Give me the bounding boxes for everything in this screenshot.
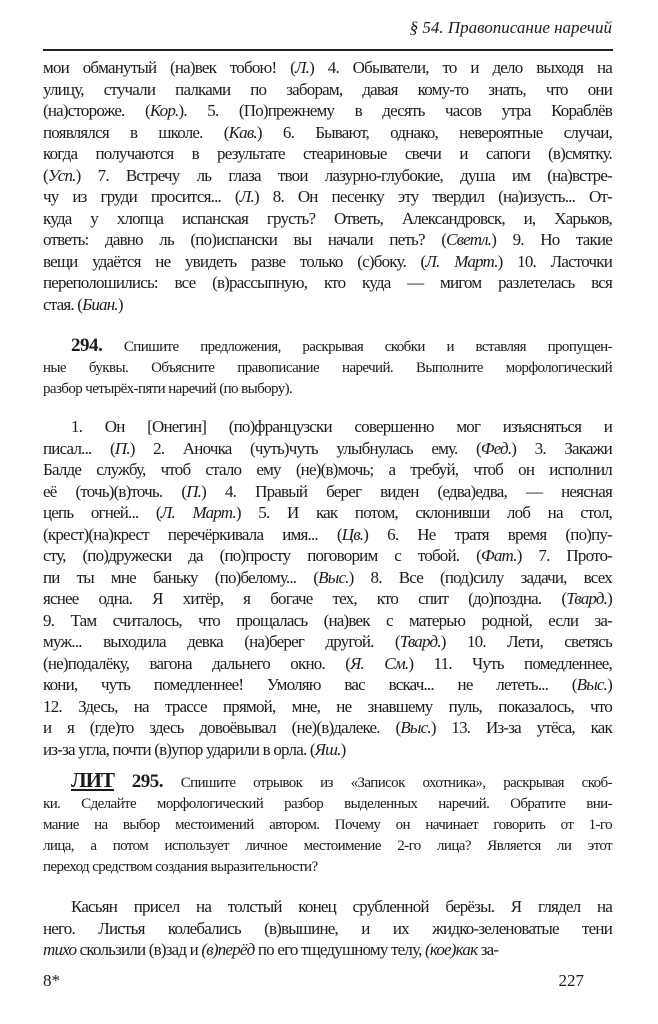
exercise-number: 294.: [71, 335, 103, 356]
exercise-number: 295.: [131, 771, 163, 792]
text-segment: ) 8. Все (под)силу задачи, всех: [348, 567, 612, 587]
signature-mark: 8*: [43, 970, 60, 990]
text-segment: 1. Он [Онегин] (по)французски совершенно мог изъясняться и: [71, 417, 612, 436]
text-segment: ) 3. Закажи: [511, 438, 612, 458]
text-line: [43, 674, 612, 696]
text-segment: стая. (: [43, 294, 83, 314]
text-segment: появлялся в школе. (: [43, 122, 229, 142]
text-segment: её (точь)(в)точь. (: [43, 481, 187, 501]
text-segment: ) 4. Правый берег виден (едва)едва, — неясная: [201, 481, 612, 501]
text-segment: (: [43, 165, 48, 185]
text-line: [43, 481, 612, 503]
text-line: [43, 502, 612, 524]
source-abbreviation: П.: [114, 438, 130, 458]
paragraph-continuation: [43, 57, 612, 315]
source-abbreviation: Л.: [294, 58, 310, 77]
source-abbreviation: Твард.: [566, 589, 608, 608]
text-line: [43, 794, 612, 815]
text-segment: муж... выходила девка (на)берег другой. (: [43, 632, 400, 651]
source-abbreviation: Фат.: [480, 546, 517, 565]
text-segment: когда получаются в результате стеариновые свечи и сапоги (в)смятку.: [43, 144, 612, 163]
text-segment: лица, а потом использует личное местоимение 2-го лица? Является ли этот: [43, 838, 612, 854]
text-line: [43, 815, 612, 836]
text-segment: разбор четырёх-пяти наречий (по выбору).: [43, 381, 293, 397]
text-segment: (крест)(на)крест перечёркивала имя... (: [43, 524, 342, 544]
text-segment: улицу, стучали палками по заборам, давая кому-то знать, что они: [43, 79, 612, 99]
text-segment: вещи удаётся не увидеть разве только (с)боку. (: [43, 251, 426, 271]
text-segment: ные буквы. Объясните правописание наречий. Выполните морфологический: [43, 360, 612, 376]
text-line: [43, 588, 612, 610]
text-segment: ) 7. Прото-: [516, 546, 613, 565]
page-number: 227: [558, 970, 584, 990]
exercise-295-task: [43, 770, 612, 878]
text-segment: из-за угла, почти (в)упор ударили в орла. (: [43, 739, 315, 759]
text-segment: ). 5. (По)прежнему в десять часов утра Кораблёв: [178, 101, 612, 120]
text-line: [43, 79, 612, 101]
text-line: [43, 379, 612, 400]
text-line: [43, 438, 612, 460]
text-line: [43, 918, 612, 940]
text-segment: ) 8. Он песенку эту твердил (на)изусть... От-: [253, 187, 612, 206]
source-abbreviation: Л.: [239, 187, 254, 206]
text-line: [43, 251, 612, 273]
text-segment: него. Листья колебались (в)вышине, и их жидко-зеленоватые тени: [43, 918, 612, 938]
text-segment: скользили (в)зад и: [76, 940, 202, 959]
running-header: § 54. Правописание наречий: [409, 18, 612, 37]
text-line: [43, 610, 612, 632]
text-segment: кони, чуть помедленнее! Умоляю вас вскач... не лететь... (: [43, 675, 577, 694]
text-segment: ) 10. Ласточки: [497, 251, 612, 271]
text-segment: ) 10. Лети, светясь: [440, 632, 612, 651]
source-abbreviation: Фед.: [480, 438, 512, 458]
page-footer: [43, 971, 612, 991]
text-segment: 9. Там считалось, что прощалась (на)век с матерью родной, если за-: [43, 610, 612, 630]
text-segment: яснее одна. Я хитёр, я богаче тех, кто спит (до)поздна. (: [43, 589, 567, 608]
text-segment: ): [607, 589, 612, 608]
text-line: [43, 416, 612, 438]
text-segment: за-: [477, 940, 499, 959]
text-line: [43, 57, 612, 79]
text-line: [43, 459, 612, 481]
text-line: [43, 567, 612, 589]
text-segment: Спишите предложения, раскрывая скобки и вставляя пропущен-: [102, 339, 612, 355]
source-abbreviation: (в)перёд: [201, 940, 255, 959]
text-segment: ответь: давно ль (по)испански вы начали петь? (: [43, 230, 447, 249]
text-line: [43, 717, 612, 739]
text-segment: ): [607, 675, 612, 694]
source-abbreviation: Выс.: [400, 718, 431, 737]
text-line: [43, 524, 612, 546]
source-abbreviation: Л. Март.: [425, 251, 498, 271]
text-line: [43, 857, 612, 878]
source-abbreviation: Л. Март.: [160, 503, 236, 522]
text-segment: (на)стороже. (: [43, 101, 150, 120]
text-segment: по его тщедушному телу,: [254, 940, 425, 959]
text-segment: переход средством создания выразительности?: [43, 859, 318, 875]
text-line: [43, 186, 612, 208]
text-segment: переполошились: все (в)рассыпную, кто куда — мигом разлетелась вся: [43, 273, 612, 292]
source-abbreviation: Кор.: [149, 101, 179, 120]
text-line: [43, 696, 612, 718]
exercise-294-task: [43, 335, 612, 400]
text-segment: сту, (по)дружески да (по)просту поговорим с тобой. (: [43, 546, 481, 565]
text-line: [43, 294, 612, 316]
text-segment: Спишите отрывок из «Записок охотника», раскрывая скоб-: [163, 775, 612, 791]
text-segment: (не)подалёку, вагона дальнего окно. (: [43, 653, 351, 673]
text-line: [43, 100, 612, 122]
source-abbreviation: Светл.: [446, 230, 492, 249]
text-line: [43, 358, 612, 379]
source-abbreviation: (кое)как: [424, 940, 478, 959]
text-segment: [114, 775, 132, 791]
text-segment: мои обманутый (на)век тобою! (: [43, 58, 295, 77]
exercise-294-text: [43, 416, 612, 760]
text-segment: 12. Здесь, на трассе прямой, мне, не знавшему пуль, показалось, что: [43, 696, 612, 716]
text-segment: ) 4. Обыватели, то и дело выходя на: [309, 58, 612, 77]
source-abbreviation: П.: [186, 481, 202, 501]
source-abbreviation: Яш.: [314, 739, 341, 759]
text-line: [43, 122, 612, 144]
text-line: [43, 836, 612, 857]
text-line: [43, 631, 612, 653]
text-segment: пи ты мне баньку (по)белому... (: [43, 567, 319, 587]
lit-marker: ЛИТ: [71, 768, 114, 792]
text-segment: ): [340, 739, 346, 759]
text-line: [43, 939, 612, 961]
source-abbreviation: Кав.: [228, 122, 257, 142]
text-segment: ) 6. Не тратя время (по)пу-: [363, 524, 612, 544]
text-segment: ) 13. Из-за утёса, как: [430, 718, 612, 737]
exercise-295-text: [43, 896, 612, 961]
text-segment: ) 6. Бывают, однако, невероятные случаи,: [256, 122, 612, 142]
text-line: [43, 335, 612, 358]
text-segment: мание на выбор местоимений автором. Почему он начинает говорить от 1-го: [43, 817, 612, 833]
source-abbreviation: Усп.: [47, 165, 76, 185]
text-line: [43, 143, 612, 165]
text-line: [43, 739, 612, 761]
text-segment: чу из груди просится... (: [43, 187, 240, 206]
text-segment: ) 9. Но такие: [491, 230, 612, 249]
text-segment: ) 2. Аночка (чуть)чуть улыбнулась ему. (: [129, 438, 481, 458]
source-abbreviation: Твард.: [399, 632, 441, 651]
source-abbreviation: тихо: [43, 940, 77, 959]
text-segment: куда у хлопца испанская грусть? Ответь, Александровск, и, Харьков,: [43, 208, 612, 228]
text-line: [43, 272, 612, 294]
text-line: [43, 545, 612, 567]
text-segment: ): [117, 294, 123, 314]
source-abbreviation: Цв.: [341, 524, 364, 544]
text-segment: ки. Сделайте морфологический разбор выделенных наречий. Обратите вни-: [43, 796, 612, 812]
text-line: [43, 896, 612, 918]
text-segment: ) 5. И как потом, склонивши лоб на стол,: [235, 503, 613, 522]
text-segment: цепь огней... (: [43, 503, 161, 522]
text-segment: ) 7. Встречу ль глаза твои лазурно-глубокие, душа им (на)встре-: [75, 165, 612, 185]
text-line: [43, 165, 612, 187]
text-line: [43, 208, 612, 230]
source-abbreviation: Выс.: [576, 675, 608, 694]
page-body: [43, 0, 612, 991]
source-abbreviation: Выс.: [318, 567, 349, 587]
text-line: [43, 229, 612, 251]
text-line: [43, 653, 612, 675]
text-segment: и я (где)то здесь довоёвывал (не)(в)далеке. (: [43, 718, 401, 737]
source-abbreviation: Биан.: [82, 294, 118, 314]
text-line: [43, 770, 612, 794]
text-segment: Касьян присел на толстый конец срубленной берёзы. Я глядел на: [71, 897, 612, 916]
text-segment: писал... (: [43, 438, 115, 458]
source-abbreviation: Я. См.: [350, 653, 409, 673]
text-segment: ) 11. Чуть помедленнее,: [408, 653, 612, 673]
text-segment: Балде службу, чтоб стало ему (не)(в)мочь; а требуй, чтоб он исполнил: [43, 460, 612, 479]
